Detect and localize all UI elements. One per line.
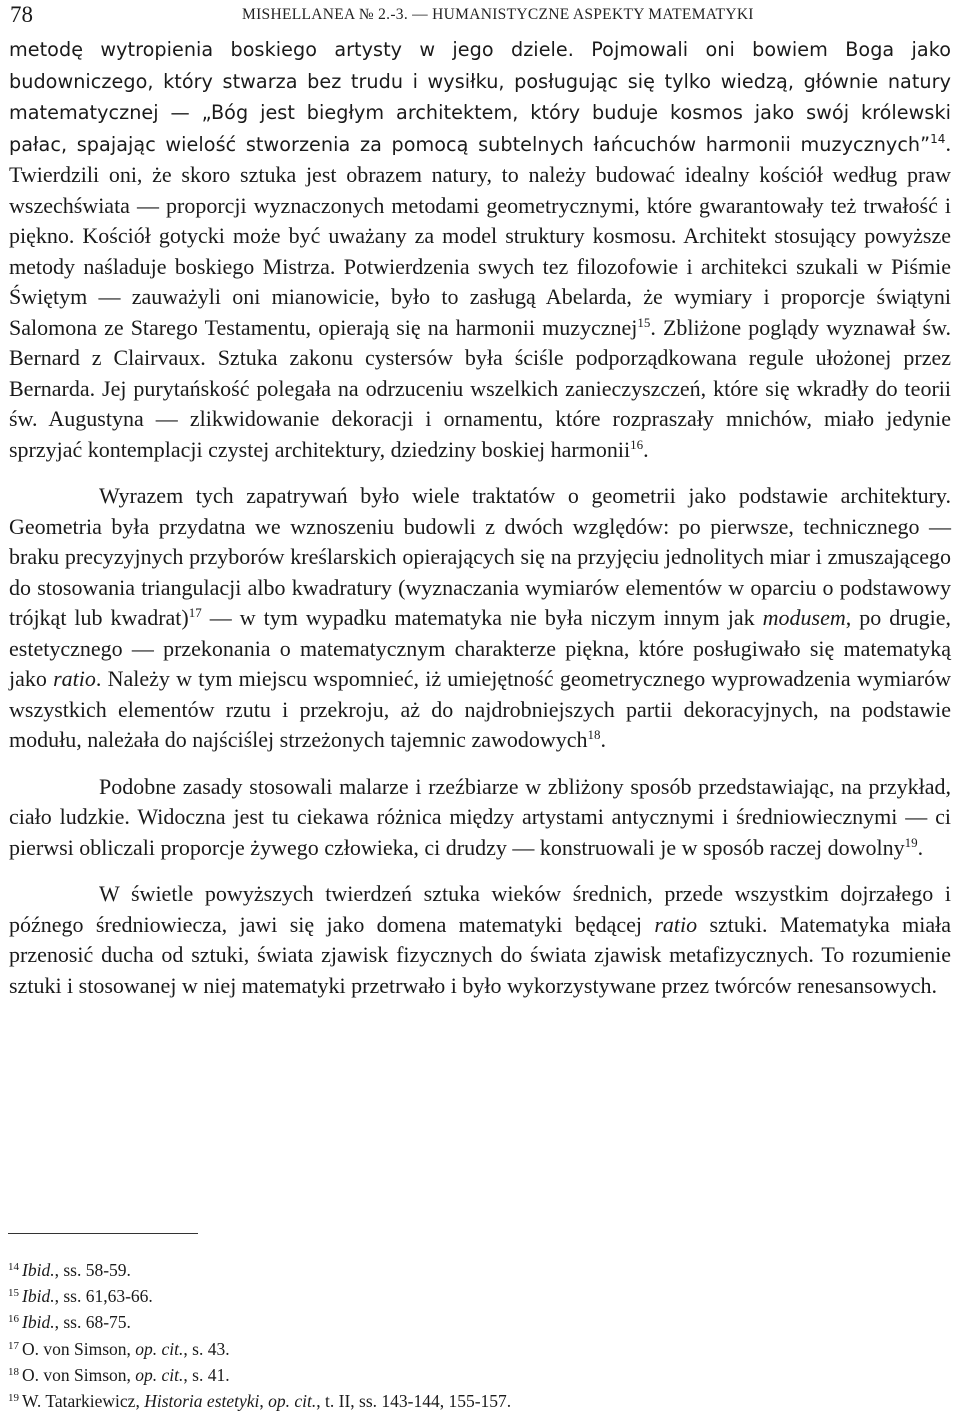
footnote-ref-17: 17 — [188, 605, 202, 620]
footnote-divider — [8, 1233, 198, 1234]
footnote-text: , t. II, ss. 143-144, 155-157. — [316, 1391, 512, 1412]
paragraph-4 — [9, 879, 951, 1001]
footnote-number: 18 — [8, 1365, 19, 1378]
text-run: — w tym wypadku matematyka nie była niczym innym jak — [201, 605, 763, 630]
footnote-text: , ss. 68-75. — [54, 1312, 131, 1333]
footnote-author: O. von Simson, — [22, 1338, 136, 1359]
footnote-18 — [8, 1362, 948, 1388]
running-title: MISHELLANEA № 2.-3. — HUMANISTYCZNE ASPEKTY MATEMATYKI — [242, 6, 754, 23]
italic-term: modusem — [762, 605, 846, 630]
footnote-italic: Ibid. — [22, 1286, 55, 1307]
footnote-italic: op. cit. — [268, 1391, 317, 1412]
footnote-17 — [8, 1336, 948, 1362]
footnote-italic: Ibid. — [22, 1312, 55, 1333]
footnote-italic: op. cit. — [135, 1364, 184, 1385]
footnote-ref-16: 16 — [630, 436, 644, 452]
footnote-number: 15 — [8, 1287, 19, 1300]
paragraph-3 — [9, 772, 951, 864]
footnote-author: W. Tatarkiewicz, — [22, 1391, 145, 1412]
footnote-text: , ss. 58-59. — [54, 1260, 131, 1280]
footnote-italic: Historia estetyki — [144, 1391, 260, 1412]
footnote-19 — [8, 1388, 948, 1414]
footnote-italic: op. cit. — [135, 1338, 184, 1359]
text-run: Wyrazem tych zapatrywań było wiele traktatów o geometrii jako podstawie architektury. Geometria była przydatna we wznoszeniu budowli z dwóch względów: po pierwsze, technicznego — braku precyzyjnych przyborów kreślarskich opierających się na przyjęciu jednolitych miar i zmuszającego do stosowania triangulacji albo kwadratury (wyznaczania wymiarów elementów w oparciu o podstawowy trójkąt lub kwadrat) — [9, 483, 951, 630]
footnote-text: , — [259, 1391, 269, 1412]
footnote-number: 14 — [8, 1261, 19, 1273]
italic-term: ratio — [654, 911, 698, 937]
text-run: metodę wytropienia boskiego artysty w jego dziele. Pojmowali oni bowiem Boga jako budowniczego, który stwarza bez trudu i wysiłku, posługując się tylko wiedzą, głównie natury matematycznej — „Bóg jest biegłym architektem, który buduje kosmos jako swój królewski pałac, spajając wielość stworzenia za pomocą subtelnych łańcuchów harmonii muzycznych” — [9, 38, 951, 156]
footnote-number: 19 — [8, 1392, 19, 1405]
footnote-16 — [8, 1309, 948, 1335]
footnote-italic: Ibid. — [22, 1260, 55, 1280]
text-run: . — [917, 834, 924, 860]
text-run: , po drugie, estetycznego — przekonania o matematycznym charakterze piękna, które posługiwało się matematyką jako — [9, 605, 951, 691]
footnote-ref-15: 15 — [637, 314, 651, 330]
footnote-number: 17 — [8, 1339, 19, 1352]
text-run: W świetle powyższych twierdzeń sztuka wieków średnich, przede wszystkim dojrzałego i późnego średniowiecza, jawi się jako domena matematyki będącej — [9, 881, 951, 937]
running-header — [10, 2, 950, 28]
text-run: . — [600, 727, 607, 752]
italic-term: ratio — [53, 666, 96, 691]
text-run: . Zbliżone poglądy wyznawał św. Bernard z Clairvaux. Sztuka zakonu cystersów była ściśle podporządkowana regule ułożonej przez Bernarda. Jej purytańskość polegała na odrzuceniu wszelkich zanieczyszczeń, które się wkradły do teorii św. Augustyna — zlikwidowanie dekoracji i ornamentu, które rozpraszały mnichów, miało jedynie sprzyjać kontemplacji czystej architektury, dziedziny boskiej harmonii — [9, 314, 951, 462]
main-text — [9, 34, 951, 1001]
paragraph-1 — [9, 34, 951, 465]
text-run: . — [643, 436, 649, 462]
text-run: . Należy w tym miejscu wspomnieć, iż umiejętność geometrycznego wyprowadzenia wymiarów wszystkich elementów rzutu i przekroju, aż do najdrobniejszych partii dekoracyjnych, na podstawie modułu, należała do najściślej strzeżonych tajemnic zawodowych — [9, 666, 951, 752]
page-number: 78 — [10, 2, 33, 27]
text-run: Podobne zasady stosowali malarze i rzeźbiarze w zbliżony sposób przedstawiając, na przykład, ciało ludzkie. Widoczna jest tu ciekawa różnica między artystami antycznymi i średniowiecznymi — ci pierwsi obliczali proporcje żywego człowieka, ci drudzy — konstruowali je w sposób raczej dowolny — [9, 773, 951, 860]
footnote-14 — [8, 1257, 948, 1283]
footnote-number: 16 — [8, 1313, 19, 1326]
footnote-15 — [8, 1283, 948, 1309]
paragraph-1-sans-run — [9, 38, 951, 156]
footnote-text: , s. 41. — [183, 1364, 230, 1385]
footnote-ref-19: 19 — [904, 834, 918, 850]
paragraph-2 — [9, 481, 951, 756]
footnote-author: O. von Simson, — [22, 1364, 136, 1385]
text-run: sztuki. Matematyka miała przenosić ducha od sztuki, świata zjawisk fizycznych do świata zjawisk metafizycznych. To rozumienie sztuki i stosowanej w niej matematyki przetrwało i było wykorzystywane przez twórców renesansowych. — [9, 911, 951, 998]
footnotes — [8, 1257, 948, 1414]
footnote-text: , s. 43. — [183, 1338, 230, 1359]
footnote-ref-14: 14 — [930, 131, 946, 146]
footnote-ref-18: 18 — [587, 727, 601, 742]
text-run: . Twierdzili oni, że skoro sztuka jest obrazem natury, to należy budować idealny kościół według praw wszechświata — proporcji wyznaczonych metodami geometrycznymi, które gwarantowały też trwałość i piękno. Kościół gotycki może być uważany za model struktury kosmosu. Architekt stosujący powyższe metody naśladuje boskiego Mistrza. Potwierdzenia swych tez filozofowie i architekci szukali w Piśmie Świętym — zauważyli oni mianowicie, było to zasługą Abelarda, że wymiary i proporcje świątyni Salomona ze Starego Testamentu, opierają się na harmonii muzycznej — [9, 130, 951, 340]
footnote-text: , ss. 61,63-66. — [54, 1286, 153, 1307]
